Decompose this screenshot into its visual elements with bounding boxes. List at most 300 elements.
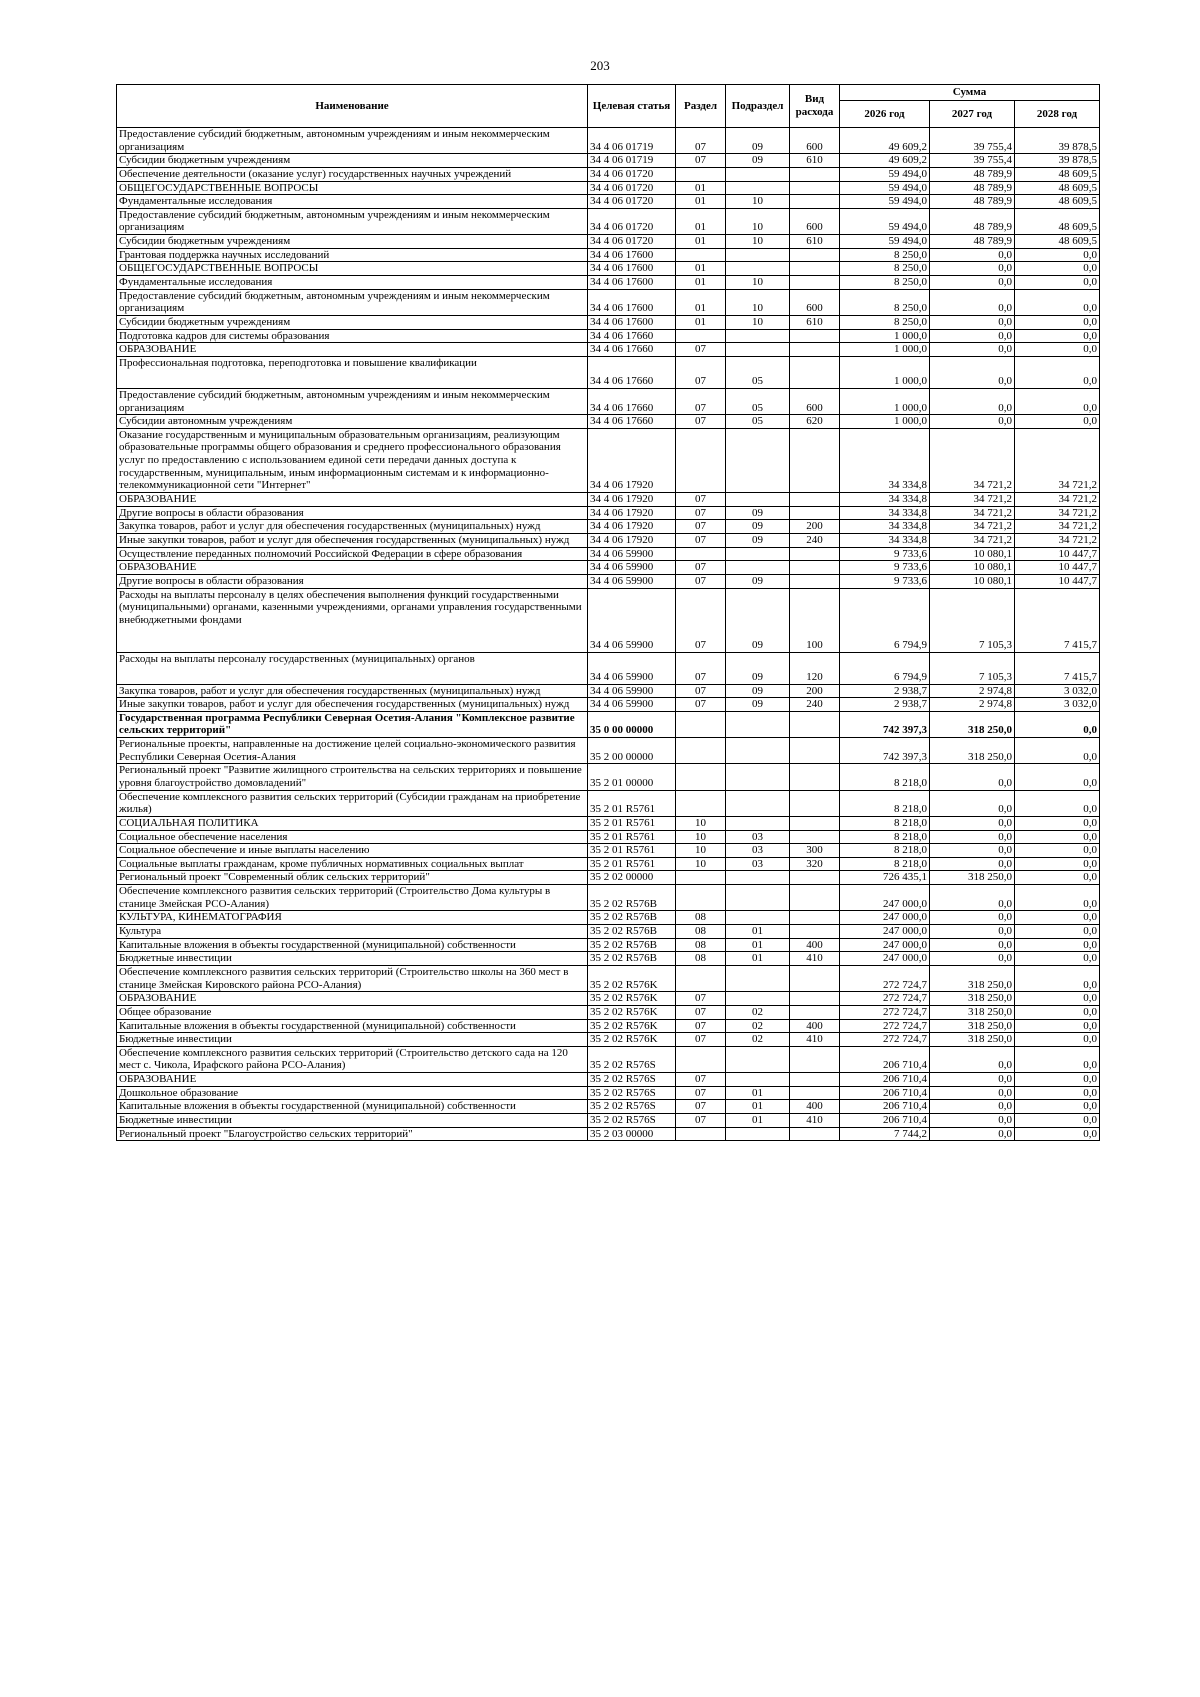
table-row (117, 1033, 1100, 1047)
row-subsection: 09 (726, 533, 790, 547)
row-sum-2026: 742 397,3 (840, 738, 930, 764)
row-section (676, 167, 726, 181)
row-section: 07 (676, 1019, 726, 1033)
row-target-code: 34 4 06 17920 (588, 533, 676, 547)
row-sum-2028: 0,0 (1015, 1005, 1100, 1019)
row-section: 07 (676, 506, 726, 520)
table-row (117, 547, 1100, 561)
row-subsection: 01 (726, 1086, 790, 1100)
row-expense-type (790, 1005, 840, 1019)
row-sum-2026: 272 724,7 (840, 965, 930, 991)
row-sum-2028: 48 609,5 (1015, 235, 1100, 249)
row-expense-type: 200 (790, 684, 840, 698)
row-target-code: 34 4 06 01720 (588, 208, 676, 234)
row-expense-type (790, 1127, 840, 1141)
table-row (117, 790, 1100, 816)
row-section: 08 (676, 952, 726, 966)
row-section: 08 (676, 925, 726, 939)
row-sum-2028: 34 721,2 (1015, 533, 1100, 547)
row-target-code: 35 2 01 R5761 (588, 830, 676, 844)
header-name: Наименование (117, 85, 588, 128)
table-row (117, 764, 1100, 790)
row-target-code: 35 2 01 R5761 (588, 844, 676, 858)
row-subsection (726, 965, 790, 991)
row-section: 01 (676, 315, 726, 329)
row-expense-type (790, 181, 840, 195)
row-name: Фундаментальные исследования (117, 195, 588, 209)
table-row (117, 871, 1100, 885)
row-sum-2028: 0,0 (1015, 857, 1100, 871)
row-name: Предоставление субсидий бюджетным, автономным учреждениям и иным некоммерческим организациям (117, 208, 588, 234)
table-row (117, 965, 1100, 991)
header-2027: 2027 год (930, 101, 1015, 128)
row-sum-2028: 10 447,7 (1015, 547, 1100, 561)
row-name: Фундаментальные исследования (117, 276, 588, 290)
row-subsection (726, 1046, 790, 1072)
table-row (117, 885, 1100, 911)
row-section (676, 547, 726, 561)
row-target-code: 34 4 06 17920 (588, 506, 676, 520)
row-sum-2028: 0,0 (1015, 711, 1100, 737)
row-subsection: 03 (726, 857, 790, 871)
row-subsection: 05 (726, 356, 790, 388)
row-target-code: 35 2 02 R576S (588, 1073, 676, 1087)
row-subsection: 09 (726, 128, 790, 154)
row-sum-2027: 0,0 (930, 1114, 1015, 1128)
row-sum-2027: 0,0 (930, 1100, 1015, 1114)
row-name: Обеспечение деятельности (оказание услуг) государственных научных учреждений (117, 167, 588, 181)
row-sum-2027: 48 789,9 (930, 235, 1015, 249)
row-section: 01 (676, 208, 726, 234)
row-sum-2027: 318 250,0 (930, 965, 1015, 991)
row-target-code: 35 2 01 R5761 (588, 857, 676, 871)
table-row (117, 1114, 1100, 1128)
row-name: Профессиональная подготовка, переподготовка и повышение квалификации (117, 356, 588, 388)
row-subsection (726, 262, 790, 276)
row-section: 07 (676, 1033, 726, 1047)
row-target-code: 34 4 06 59900 (588, 547, 676, 561)
row-sum-2028: 0,0 (1015, 816, 1100, 830)
table-row (117, 574, 1100, 588)
row-sum-2026: 1 000,0 (840, 356, 930, 388)
row-expense-type: 120 (790, 652, 840, 684)
row-expense-type: 400 (790, 938, 840, 952)
row-section: 07 (676, 684, 726, 698)
row-section (676, 965, 726, 991)
table-row (117, 493, 1100, 507)
row-sum-2028: 34 721,2 (1015, 520, 1100, 534)
row-name: Осуществление переданных полномочий Российской Федерации в сфере образования (117, 547, 588, 561)
row-name: ОБРАЗОВАНИЕ (117, 561, 588, 575)
row-sum-2026: 34 334,8 (840, 493, 930, 507)
row-sum-2026: 247 000,0 (840, 925, 930, 939)
row-expense-type: 200 (790, 520, 840, 534)
header-target: Целевая статья (588, 85, 676, 128)
row-subsection (726, 738, 790, 764)
row-name: Субсидии автономным учреждениям (117, 415, 588, 429)
table-row (117, 1005, 1100, 1019)
row-name: Обеспечение комплексного развития сельских территорий (Строительство детского сада на 120 мест с. Чикола, Ирафского района РСО-Алания) (117, 1046, 588, 1072)
row-section: 07 (676, 128, 726, 154)
row-subsection: 05 (726, 388, 790, 414)
row-sum-2027: 0,0 (930, 262, 1015, 276)
row-name: Капитальные вложения в объекты государственной (муниципальной) собственности (117, 1019, 588, 1033)
table-row (117, 857, 1100, 871)
row-sum-2027: 0,0 (930, 1073, 1015, 1087)
row-target-code: 34 4 06 17600 (588, 262, 676, 276)
row-sum-2026: 34 334,8 (840, 506, 930, 520)
row-expense-type (790, 329, 840, 343)
row-sum-2026: 7 744,2 (840, 1127, 930, 1141)
row-sum-2028: 0,0 (1015, 415, 1100, 429)
row-subsection (726, 790, 790, 816)
row-name: Региональный проект "Развитие жилищного строительства на сельских территориях и повышение уровня благоустройство домовладений" (117, 764, 588, 790)
row-sum-2027: 0,0 (930, 925, 1015, 939)
row-name: ОБРАЗОВАНИЕ (117, 493, 588, 507)
row-section (676, 1127, 726, 1141)
row-sum-2028: 48 609,5 (1015, 181, 1100, 195)
row-sum-2028: 0,0 (1015, 248, 1100, 262)
row-expense-type (790, 925, 840, 939)
row-sum-2027: 48 789,9 (930, 167, 1015, 181)
row-sum-2026: 247 000,0 (840, 938, 930, 952)
row-sum-2026: 1 000,0 (840, 329, 930, 343)
table-row (117, 911, 1100, 925)
row-name: КУЛЬТУРА, КИНЕМАТОГРАФИЯ (117, 911, 588, 925)
row-section (676, 1046, 726, 1072)
table-row (117, 428, 1100, 492)
row-sum-2026: 206 710,4 (840, 1100, 930, 1114)
row-expense-type: 600 (790, 289, 840, 315)
row-sum-2027: 34 721,2 (930, 493, 1015, 507)
row-name: Дошкольное образование (117, 1086, 588, 1100)
row-section: 01 (676, 195, 726, 209)
row-subsection: 01 (726, 938, 790, 952)
row-sum-2028: 0,0 (1015, 938, 1100, 952)
row-sum-2028: 0,0 (1015, 885, 1100, 911)
row-sum-2026: 9 733,6 (840, 561, 930, 575)
row-expense-type (790, 506, 840, 520)
row-expense-type: 320 (790, 857, 840, 871)
row-target-code: 34 4 06 01720 (588, 195, 676, 209)
row-subsection: 10 (726, 276, 790, 290)
header-sum: Сумма (840, 85, 1100, 101)
row-sum-2027: 10 080,1 (930, 561, 1015, 575)
row-target-code: 34 4 06 17660 (588, 343, 676, 357)
row-expense-type: 600 (790, 388, 840, 414)
row-sum-2027: 2 974,8 (930, 684, 1015, 698)
table-row (117, 276, 1100, 290)
row-section (676, 764, 726, 790)
row-sum-2027: 48 789,9 (930, 195, 1015, 209)
row-sum-2026: 8 218,0 (840, 790, 930, 816)
row-target-code: 35 2 02 R576B (588, 925, 676, 939)
table-row (117, 329, 1100, 343)
row-sum-2026: 6 794,9 (840, 588, 930, 652)
row-subsection: 01 (726, 952, 790, 966)
row-expense-type (790, 885, 840, 911)
row-target-code: 34 4 06 17660 (588, 415, 676, 429)
row-section (676, 711, 726, 737)
row-sum-2026: 9 733,6 (840, 547, 930, 561)
row-section: 07 (676, 1086, 726, 1100)
row-name: Бюджетные инвестиции (117, 1114, 588, 1128)
row-sum-2027: 318 250,0 (930, 1005, 1015, 1019)
row-name: ОБРАЗОВАНИЕ (117, 343, 588, 357)
row-subsection: 02 (726, 1033, 790, 1047)
row-section: 08 (676, 938, 726, 952)
row-name: Региональный проект "Благоустройство сельских территорий" (117, 1127, 588, 1141)
row-target-code: 35 2 01 R5761 (588, 790, 676, 816)
row-name: Субсидии бюджетным учреждениям (117, 315, 588, 329)
row-section: 07 (676, 356, 726, 388)
row-subsection: 09 (726, 574, 790, 588)
row-name: ОБЩЕГОСУДАРСТВЕННЫЕ ВОПРОСЫ (117, 262, 588, 276)
row-target-code: 35 2 02 R576B (588, 952, 676, 966)
row-sum-2028: 0,0 (1015, 911, 1100, 925)
row-expense-type: 410 (790, 1114, 840, 1128)
row-expense-type: 100 (790, 588, 840, 652)
row-subsection: 10 (726, 208, 790, 234)
row-sum-2028: 0,0 (1015, 965, 1100, 991)
row-expense-type: 400 (790, 1100, 840, 1114)
row-sum-2028: 0,0 (1015, 329, 1100, 343)
row-sum-2028: 0,0 (1015, 952, 1100, 966)
row-sum-2026: 59 494,0 (840, 167, 930, 181)
row-target-code: 34 4 06 01719 (588, 128, 676, 154)
row-name: СОЦИАЛЬНАЯ ПОЛИТИКА (117, 816, 588, 830)
row-expense-type: 410 (790, 1033, 840, 1047)
row-target-code: 34 4 06 59900 (588, 574, 676, 588)
table-row (117, 738, 1100, 764)
row-subsection: 10 (726, 315, 790, 329)
row-target-code: 34 4 06 01720 (588, 181, 676, 195)
row-sum-2027: 0,0 (930, 415, 1015, 429)
row-sum-2027: 318 250,0 (930, 738, 1015, 764)
row-section: 07 (676, 520, 726, 534)
row-subsection (726, 428, 790, 492)
row-expense-type (790, 276, 840, 290)
table-row (117, 1100, 1100, 1114)
table-row (117, 356, 1100, 388)
row-section (676, 871, 726, 885)
row-sum-2026: 34 334,8 (840, 520, 930, 534)
row-section: 07 (676, 1114, 726, 1128)
row-sum-2026: 6 794,9 (840, 652, 930, 684)
row-name: Социальное обеспечение населения (117, 830, 588, 844)
row-expense-type (790, 262, 840, 276)
row-sum-2028: 0,0 (1015, 1046, 1100, 1072)
row-name: Капитальные вложения в объекты государственной (муниципальной) собственности (117, 1100, 588, 1114)
row-sum-2027: 0,0 (930, 938, 1015, 952)
row-target-code: 35 2 00 00000 (588, 738, 676, 764)
row-expense-type (790, 343, 840, 357)
table-row (117, 533, 1100, 547)
row-sum-2027: 318 250,0 (930, 1019, 1015, 1033)
row-sum-2028: 0,0 (1015, 289, 1100, 315)
row-sum-2028: 0,0 (1015, 830, 1100, 844)
row-sum-2027: 34 721,2 (930, 520, 1015, 534)
row-target-code: 35 2 02 R576S (588, 1114, 676, 1128)
row-subsection: 10 (726, 195, 790, 209)
row-section: 07 (676, 698, 726, 712)
row-expense-type (790, 1086, 840, 1100)
row-sum-2026: 247 000,0 (840, 911, 930, 925)
row-section (676, 248, 726, 262)
table-row (117, 1073, 1100, 1087)
row-name: Бюджетные инвестиции (117, 952, 588, 966)
row-expense-type (790, 965, 840, 991)
row-sum-2026: 2 938,7 (840, 698, 930, 712)
row-sum-2027: 0,0 (930, 356, 1015, 388)
row-sum-2026: 206 710,4 (840, 1114, 930, 1128)
row-sum-2026: 8 218,0 (840, 844, 930, 858)
row-target-code: 34 4 06 59900 (588, 561, 676, 575)
row-sum-2028: 0,0 (1015, 1127, 1100, 1141)
row-subsection: 03 (726, 844, 790, 858)
row-target-code: 34 4 06 17600 (588, 248, 676, 262)
row-sum-2026: 272 724,7 (840, 992, 930, 1006)
row-name: ОБРАЗОВАНИЕ (117, 992, 588, 1006)
row-target-code: 34 4 06 01720 (588, 235, 676, 249)
row-sum-2027: 318 250,0 (930, 992, 1015, 1006)
row-sum-2026: 8 250,0 (840, 248, 930, 262)
row-expense-type: 410 (790, 952, 840, 966)
row-sum-2028: 0,0 (1015, 262, 1100, 276)
table-row (117, 1019, 1100, 1033)
row-sum-2028: 0,0 (1015, 1114, 1100, 1128)
row-sum-2027: 0,0 (930, 857, 1015, 871)
row-target-code: 34 4 06 17600 (588, 276, 676, 290)
row-section: 01 (676, 289, 726, 315)
row-target-code: 34 4 06 17660 (588, 356, 676, 388)
row-subsection (726, 1127, 790, 1141)
row-section: 08 (676, 911, 726, 925)
row-sum-2026: 8 250,0 (840, 262, 930, 276)
row-subsection (726, 181, 790, 195)
row-section: 07 (676, 1005, 726, 1019)
row-sum-2028: 0,0 (1015, 1100, 1100, 1114)
row-expense-type (790, 356, 840, 388)
row-sum-2026: 59 494,0 (840, 181, 930, 195)
row-sum-2027: 0,0 (930, 276, 1015, 290)
row-target-code: 34 4 06 59900 (588, 684, 676, 698)
row-sum-2027: 0,0 (930, 1086, 1015, 1100)
row-sum-2027: 0,0 (930, 816, 1015, 830)
row-sum-2028: 7 415,7 (1015, 588, 1100, 652)
row-subsection: 01 (726, 1114, 790, 1128)
row-sum-2026: 34 334,8 (840, 428, 930, 492)
row-sum-2026: 59 494,0 (840, 195, 930, 209)
row-sum-2028: 0,0 (1015, 315, 1100, 329)
row-section: 07 (676, 652, 726, 684)
header-expense-type: Вид расхода (790, 85, 840, 128)
row-section: 10 (676, 857, 726, 871)
row-section (676, 329, 726, 343)
row-name: Предоставление субсидий бюджетным, автономным учреждениям и иным некоммерческим организациям (117, 388, 588, 414)
row-sum-2026: 49 609,2 (840, 154, 930, 168)
row-expense-type (790, 871, 840, 885)
row-sum-2026: 272 724,7 (840, 1033, 930, 1047)
row-sum-2027: 39 755,4 (930, 154, 1015, 168)
row-target-code: 35 2 01 00000 (588, 764, 676, 790)
row-sum-2028: 0,0 (1015, 1019, 1100, 1033)
row-target-code: 34 4 06 17920 (588, 520, 676, 534)
table-row (117, 652, 1100, 684)
row-sum-2026: 8 250,0 (840, 276, 930, 290)
row-sum-2027: 34 721,2 (930, 428, 1015, 492)
row-sum-2026: 49 609,2 (840, 128, 930, 154)
row-sum-2027: 10 080,1 (930, 547, 1015, 561)
row-name: Субсидии бюджетным учреждениям (117, 154, 588, 168)
row-sum-2028: 0,0 (1015, 388, 1100, 414)
row-sum-2028: 0,0 (1015, 844, 1100, 858)
row-sum-2027: 7 105,3 (930, 652, 1015, 684)
row-sum-2028: 3 032,0 (1015, 698, 1100, 712)
row-sum-2028: 0,0 (1015, 1033, 1100, 1047)
row-expense-type (790, 738, 840, 764)
table-row (117, 388, 1100, 414)
row-sum-2028: 0,0 (1015, 1073, 1100, 1087)
row-sum-2028: 0,0 (1015, 343, 1100, 357)
row-subsection: 09 (726, 506, 790, 520)
row-sum-2026: 8 250,0 (840, 289, 930, 315)
row-subsection (726, 992, 790, 1006)
row-name: Расходы на выплаты персоналу в целях обеспечения выполнения функций государственными (муниципальными) органами, казенными учреждениями, органами управления государственными внебюджетными фондами (117, 588, 588, 652)
row-sum-2026: 742 397,3 (840, 711, 930, 737)
row-section: 07 (676, 343, 726, 357)
row-target-code: 34 4 06 17600 (588, 289, 676, 315)
row-sum-2027: 0,0 (930, 343, 1015, 357)
row-target-code: 34 4 06 17920 (588, 428, 676, 492)
row-sum-2027: 0,0 (930, 790, 1015, 816)
row-name: Оказание государственным и муниципальным образовательным организациям, реализующим образовательные программы общего образования и среднего профессионального образования услуг по предоставлению с использованием единой сети передачи данных доступа к государственным, муниципальным, иным информационным системам и к информационно-телекоммуникационной сети "Интернет" (117, 428, 588, 492)
row-sum-2026: 726 435,1 (840, 871, 930, 885)
row-sum-2026: 34 334,8 (840, 533, 930, 547)
row-target-code: 34 4 06 59900 (588, 652, 676, 684)
row-expense-type (790, 493, 840, 507)
table-row (117, 154, 1100, 168)
row-expense-type (790, 1046, 840, 1072)
row-subsection: 01 (726, 925, 790, 939)
row-target-code: 35 2 01 R5761 (588, 816, 676, 830)
row-sum-2026: 247 000,0 (840, 952, 930, 966)
row-target-code: 35 2 02 R576K (588, 1033, 676, 1047)
table-row (117, 830, 1100, 844)
row-sum-2028: 0,0 (1015, 1086, 1100, 1100)
row-expense-type (790, 167, 840, 181)
table-row (117, 262, 1100, 276)
row-sum-2028: 39 878,5 (1015, 128, 1100, 154)
row-target-code: 34 4 06 17920 (588, 493, 676, 507)
row-subsection (726, 561, 790, 575)
row-section (676, 738, 726, 764)
row-expense-type: 400 (790, 1019, 840, 1033)
row-expense-type (790, 561, 840, 575)
row-sum-2027: 0,0 (930, 844, 1015, 858)
row-expense-type: 240 (790, 698, 840, 712)
row-sum-2027: 318 250,0 (930, 871, 1015, 885)
table-row (117, 711, 1100, 737)
row-sum-2026: 206 710,4 (840, 1046, 930, 1072)
row-section: 07 (676, 154, 726, 168)
row-sum-2028: 0,0 (1015, 790, 1100, 816)
row-name: Общее образование (117, 1005, 588, 1019)
row-section (676, 428, 726, 492)
row-sum-2027: 0,0 (930, 885, 1015, 911)
row-name: Закупка товаров, работ и услуг для обеспечения государственных (муниципальных) нужд (117, 520, 588, 534)
row-name: Субсидии бюджетным учреждениям (117, 235, 588, 249)
